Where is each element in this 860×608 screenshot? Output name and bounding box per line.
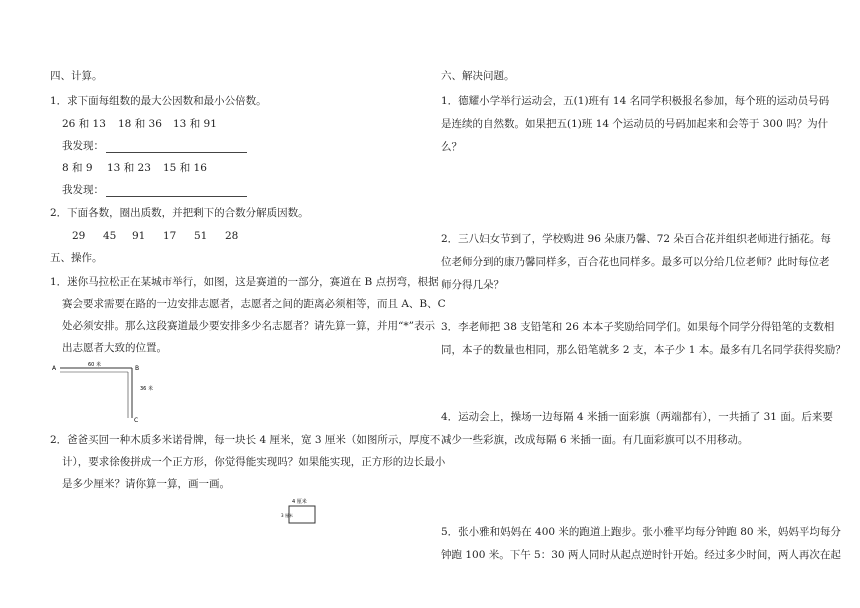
discover-line[interactable] xyxy=(62,139,247,153)
discover-label: 我发现： xyxy=(62,184,104,196)
number-item: 28 xyxy=(225,230,239,242)
number-item: 17 xyxy=(163,230,177,242)
problem-1-line: 1．德耀小学举行运动会，五(1)班有 14 名同学积极报名参加，每个班的运动员号码 xyxy=(441,95,830,107)
q1-pair: 15 和 16 xyxy=(163,162,207,174)
problem-5-line: 钟跑 100 米。下午 5：30 两人同时从起点逆时针开始。经过多少时间，两人再次在起 xyxy=(441,549,841,561)
race-track-figure xyxy=(50,358,160,428)
q1-pair: 8 和 9 xyxy=(62,162,93,174)
op1-line: 出志愿者大致的位置。 xyxy=(62,342,167,354)
domino-height-label: 3 厘米 xyxy=(281,513,293,518)
problem-1-line: 是连续的自然数。如果把五(1)班 14 个运动员的号码加起来和会等于 300 吗？为什 xyxy=(441,118,829,130)
number-item: 29 xyxy=(72,230,86,242)
length-ab-label: 60 米 xyxy=(88,362,101,368)
question-2-text: 2．下面各数，圈出质数，并把剩下的合数分解质因数。 xyxy=(50,207,309,219)
op1-line: 处必须安排。那么这段赛道最少要安排多少名志愿者？请先算一算，并用“*”表示 xyxy=(62,320,435,332)
number-item: 91 xyxy=(132,230,146,242)
domino-figure xyxy=(280,495,320,529)
problem-2-line: 位老师分到的康乃馨同样多，百合花也同样多。最多可以分给几位老师？此时每位老 xyxy=(441,256,830,268)
number-item: 45 xyxy=(103,230,117,242)
label-c: C xyxy=(134,417,139,424)
question-1-text: 1．求下面每组数的最大公因数和最小公倍数。 xyxy=(50,95,267,107)
section-4-title: 四、计算。 xyxy=(50,70,103,82)
q1-pair: 26 和 13 xyxy=(62,118,106,130)
section-6-title: 六、解决问题。 xyxy=(441,70,515,82)
label-a: A xyxy=(52,365,57,372)
answer-blank[interactable] xyxy=(106,185,247,197)
section-5-title: 五、操作。 xyxy=(50,252,103,264)
q1-pair: 13 和 23 xyxy=(107,162,151,174)
problem-3-line: 3．李老师把 38 支铅笔和 26 本本子奖励给同学们。如果每个同学分得铅笔的支数相 xyxy=(441,321,835,333)
domino-rect xyxy=(289,506,315,523)
op2-line: 计），要求徐俊拼成一个正方形，你觉得能实现吗？如果能实现，正方形的边长最小 xyxy=(62,456,446,468)
answer-blank[interactable] xyxy=(106,141,247,153)
number-item: 51 xyxy=(194,230,208,242)
problem-2-line: 2．三八妇女节到了，学校购进 96 朵康乃馨、72 朵百合花并组织老师进行插花。每 xyxy=(441,233,831,245)
problem-4-line: 4．运动会上，操场一边每隔 4 米插一面彩旗（两端都有），一共插了 31 面。后来要 xyxy=(441,411,833,423)
problem-4-line: 减少一些彩旗，改成每隔 6 米插一面。有几面彩旗可以不用移动。 xyxy=(441,434,749,446)
length-bc-label: 36 米 xyxy=(140,386,153,392)
problem-5-line: 5．张小雅和妈妈在 400 米的跑道上跑步。张小雅平均每分钟跑 80 米，妈妈平均每分 xyxy=(441,526,841,538)
problem-3-line: 同，本子的数量也相同，那么铅笔就多 2 支，本子少 1 本。最多有几名同学获得奖励？ xyxy=(441,344,846,356)
op1-line: 赛会要求需要在路的一边安排志愿者，志愿者之间的距离必须相等，而且 A、B、C xyxy=(62,298,446,310)
op2-line: 是多少厘米？请你算一算，画一画。 xyxy=(62,478,230,490)
discover-line[interactable] xyxy=(62,183,247,197)
q1-pair: 18 和 36 xyxy=(118,118,162,130)
q1-pair: 13 和 91 xyxy=(173,118,217,130)
op1-line: 1．迷你马拉松正在某城市举行，如图，这是赛道的一部分，赛道在 B 点拐弯，根据 xyxy=(50,276,439,288)
op2-line: 2．爸爸买回一种木质多米诺骨牌，每一块长 4 厘米，宽 3 厘米（如图所示，厚度不 xyxy=(50,434,441,446)
problem-1-line: 么？ xyxy=(441,141,462,153)
label-b: B xyxy=(135,365,140,372)
domino-width-label: 4 厘米 xyxy=(292,499,307,505)
discover-label: 我发现： xyxy=(62,140,104,152)
problem-2-line: 师分得几朵？ xyxy=(441,279,504,291)
